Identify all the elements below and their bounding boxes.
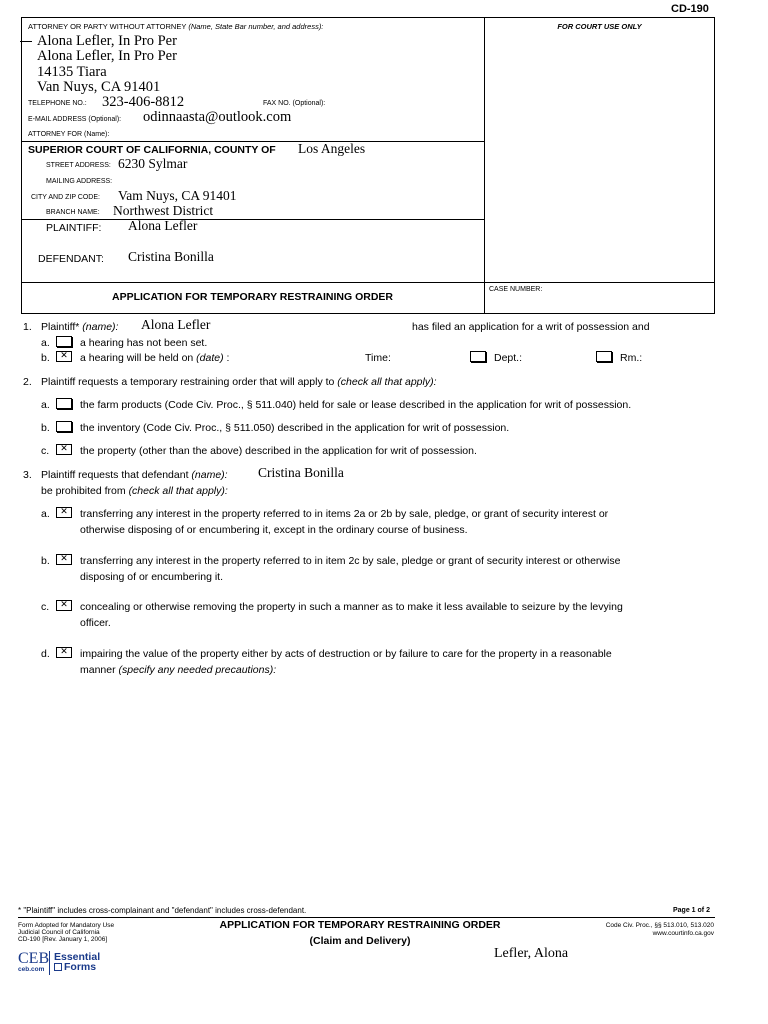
form-number: CD-190 xyxy=(671,3,709,15)
email-label: E-MAIL ADDRESS (Optional): xyxy=(28,116,122,123)
rm-checkbox[interactable] xyxy=(596,351,612,362)
item3-text: Plaintiff requests that defendant (name): xyxy=(41,469,228,481)
footer-rule xyxy=(18,917,715,918)
dept-checkbox[interactable] xyxy=(470,351,486,362)
attorney-line-3[interactable]: 14135 Tiara xyxy=(37,64,107,80)
item2a-checkbox[interactable] xyxy=(56,398,72,409)
item2b-letter: b. xyxy=(41,422,50,434)
item3b-text-1: transferring any interest in the property referred to in item 2c by sale, pledge or grant of security interest or otherwise xyxy=(80,555,621,567)
item3b-text-2: disposing of or encumbering it. xyxy=(80,571,223,583)
time-label: Time: xyxy=(365,352,391,364)
logo-divider xyxy=(49,951,50,975)
essential-text: Essential xyxy=(54,951,101,963)
forms-text: Forms xyxy=(64,961,97,973)
telephone-label: TELEPHONE NO.: xyxy=(28,100,87,107)
item3b-checkbox[interactable]: ✕ xyxy=(56,554,72,565)
precautions-textarea[interactable] xyxy=(80,680,710,880)
item3-number: 3. xyxy=(23,469,32,481)
item2a-text: the farm products (Code Civ. Proc., § 511.040) held for sale or lease described in the application for writ of possession. xyxy=(80,399,632,411)
item3a-checkbox[interactable]: ✕ xyxy=(56,507,72,518)
item1a-letter: a. xyxy=(41,337,50,349)
defendant-label: DEFENDANT: xyxy=(38,253,104,265)
item3b-letter: b. xyxy=(41,555,50,567)
forms-row xyxy=(54,962,100,972)
website[interactable]: www.courtinfo.ca.gov xyxy=(652,930,714,937)
street-field[interactable]: 6230 Sylmar xyxy=(118,156,188,171)
item2a-letter: a. xyxy=(41,399,50,411)
item1b-letter: b. xyxy=(41,352,50,364)
adopted-line-3: CD-190 [Rev. January 1, 2006] xyxy=(18,936,108,943)
email-field[interactable]: odinnaasta@outlook.com xyxy=(143,109,292,125)
item1a-text: a hearing has not been set. xyxy=(80,337,208,349)
caption-rule-parties xyxy=(21,219,484,220)
item3-line2: be prohibited from (check all that apply): xyxy=(41,485,228,497)
fax-label: FAX NO. (Optional): xyxy=(263,100,326,107)
dept-label: Dept.: xyxy=(494,352,523,364)
item1b-text: a hearing will be held on (date) : xyxy=(80,352,230,364)
item3d-checkbox[interactable]: ✕ xyxy=(56,647,72,658)
city-label: CITY AND ZIP CODE: xyxy=(31,194,100,201)
city-field[interactable]: Vam Nuys, CA 91401 xyxy=(118,188,237,203)
item2b-text: the inventory (Code Civ. Proc., § 511.050) described in the application for writ of possession. xyxy=(80,422,510,434)
ceb-url: ceb.com xyxy=(18,966,45,973)
item3a-text-2: otherwise disposing of or encumbering it, except in the ordinary course of business. xyxy=(80,524,468,536)
ceb-logo-text: CEB xyxy=(18,950,50,967)
signature-name: Lefler, Alona xyxy=(494,946,569,961)
item1-name-field[interactable]: Alona Lefler xyxy=(141,317,211,332)
item3c-text-1: concealing or otherwise removing the property in such a manner as to make it less available to seizure by the levying xyxy=(80,601,623,613)
caption-rule-title xyxy=(21,282,715,283)
item2c-text: the property (other than the above) described in the application for writ of possession. xyxy=(80,445,477,457)
plaintiff-field[interactable]: Alona Lefler xyxy=(128,218,198,233)
item2b-checkbox[interactable] xyxy=(56,421,72,432)
branch-label: BRANCH NAME: xyxy=(46,209,100,216)
branch-field[interactable]: Northwest District xyxy=(113,203,214,218)
item1-number: 1. xyxy=(23,321,32,333)
court-label: SUPERIOR COURT OF CALIFORNIA, COUNTY OF xyxy=(28,144,276,156)
item3c-checkbox[interactable]: ✕ xyxy=(56,600,72,611)
caption-divider xyxy=(484,17,485,314)
item3d-text-1: impairing the value of the property either by acts of destruction or by failure to care for the property in a reasonable xyxy=(80,648,612,660)
plaintiff-label: PLAINTIFF: xyxy=(46,222,102,234)
attorney-line-4[interactable]: Van Nuys, CA 91401 xyxy=(37,79,161,95)
mailing-label: MAILING ADDRESS: xyxy=(46,178,113,185)
footer-title: APPLICATION FOR TEMPORARY RESTRAINING ORDER xyxy=(219,919,501,931)
defendant-field[interactable]: Cristina Bonilla xyxy=(128,249,214,264)
telephone-field[interactable]: 323-406-8812 xyxy=(102,94,185,110)
item1a-checkbox[interactable] xyxy=(56,336,72,347)
county-field[interactable]: Los Angeles xyxy=(298,141,366,156)
item3a-letter: a. xyxy=(41,508,50,520)
item1b-checkbox[interactable]: ✕ xyxy=(56,351,72,362)
adopted-notice xyxy=(18,922,114,943)
attorney-dash xyxy=(20,41,32,42)
attorney-for-label: ATTORNEY FOR (Name): xyxy=(28,131,110,138)
footnote: * "Plaintiff" includes cross-complainant and "defendant" includes cross-defendant. xyxy=(18,906,307,915)
attorney-line-1[interactable]: Alona Lefler, In Pro Per xyxy=(37,33,177,49)
item3-name-field[interactable]: Cristina Bonilla xyxy=(258,465,344,480)
ceb-logo xyxy=(18,950,49,973)
item2c-checkbox[interactable]: ✕ xyxy=(56,444,72,455)
item2c-letter: c. xyxy=(41,445,50,457)
item3d-letter: d. xyxy=(41,648,50,660)
case-number-label: CASE NUMBER: xyxy=(489,286,543,293)
forms-icon xyxy=(54,963,62,971)
street-label: STREET ADDRESS: xyxy=(46,162,111,169)
court-use-label: FOR COURT USE ONLY xyxy=(557,22,642,31)
footer-subtitle: (Claim and Delivery) xyxy=(309,935,411,947)
essential-forms-logo xyxy=(54,952,100,972)
item1-suffix: has filed an application for a writ of possession and xyxy=(412,321,650,333)
rm-label: Rm.: xyxy=(620,352,643,364)
page-number: Page 1 of 2 xyxy=(673,907,710,914)
adopted-line-1: Form Adopted for Mandatory Use xyxy=(18,922,115,929)
item3d-text-2: manner (specify any needed precautions): xyxy=(80,664,277,676)
item2-number: 2. xyxy=(23,376,32,388)
form-title: APPLICATION FOR TEMPORARY RESTRAINING ORDER xyxy=(112,291,393,303)
item3c-letter: c. xyxy=(41,601,50,613)
attorney-label: ATTORNEY OR PARTY WITHOUT ATTORNEY (Name, State Bar number, and address): xyxy=(28,22,324,31)
item3a-text-1: transferring any interest in the property referred to in items 2a or 2b by sale, pledge, or grant of security interest or xyxy=(80,508,609,520)
code-reference: Code Civ. Proc., §§ 513.010, 513.020 xyxy=(605,922,714,929)
item3c-text-2: officer. xyxy=(80,617,111,629)
adopted-line-2: Judicial Council of California xyxy=(18,929,100,936)
item1-text: Plaintiff* (name): xyxy=(41,321,119,333)
item2-text: Plaintiff requests a temporary restraining order that will apply to (check all that apply): xyxy=(41,376,437,388)
case-number-field[interactable] xyxy=(489,296,709,310)
attorney-line-2[interactable]: Alona Lefler, In Pro Per xyxy=(37,48,177,64)
caption-rule-court xyxy=(21,141,484,142)
